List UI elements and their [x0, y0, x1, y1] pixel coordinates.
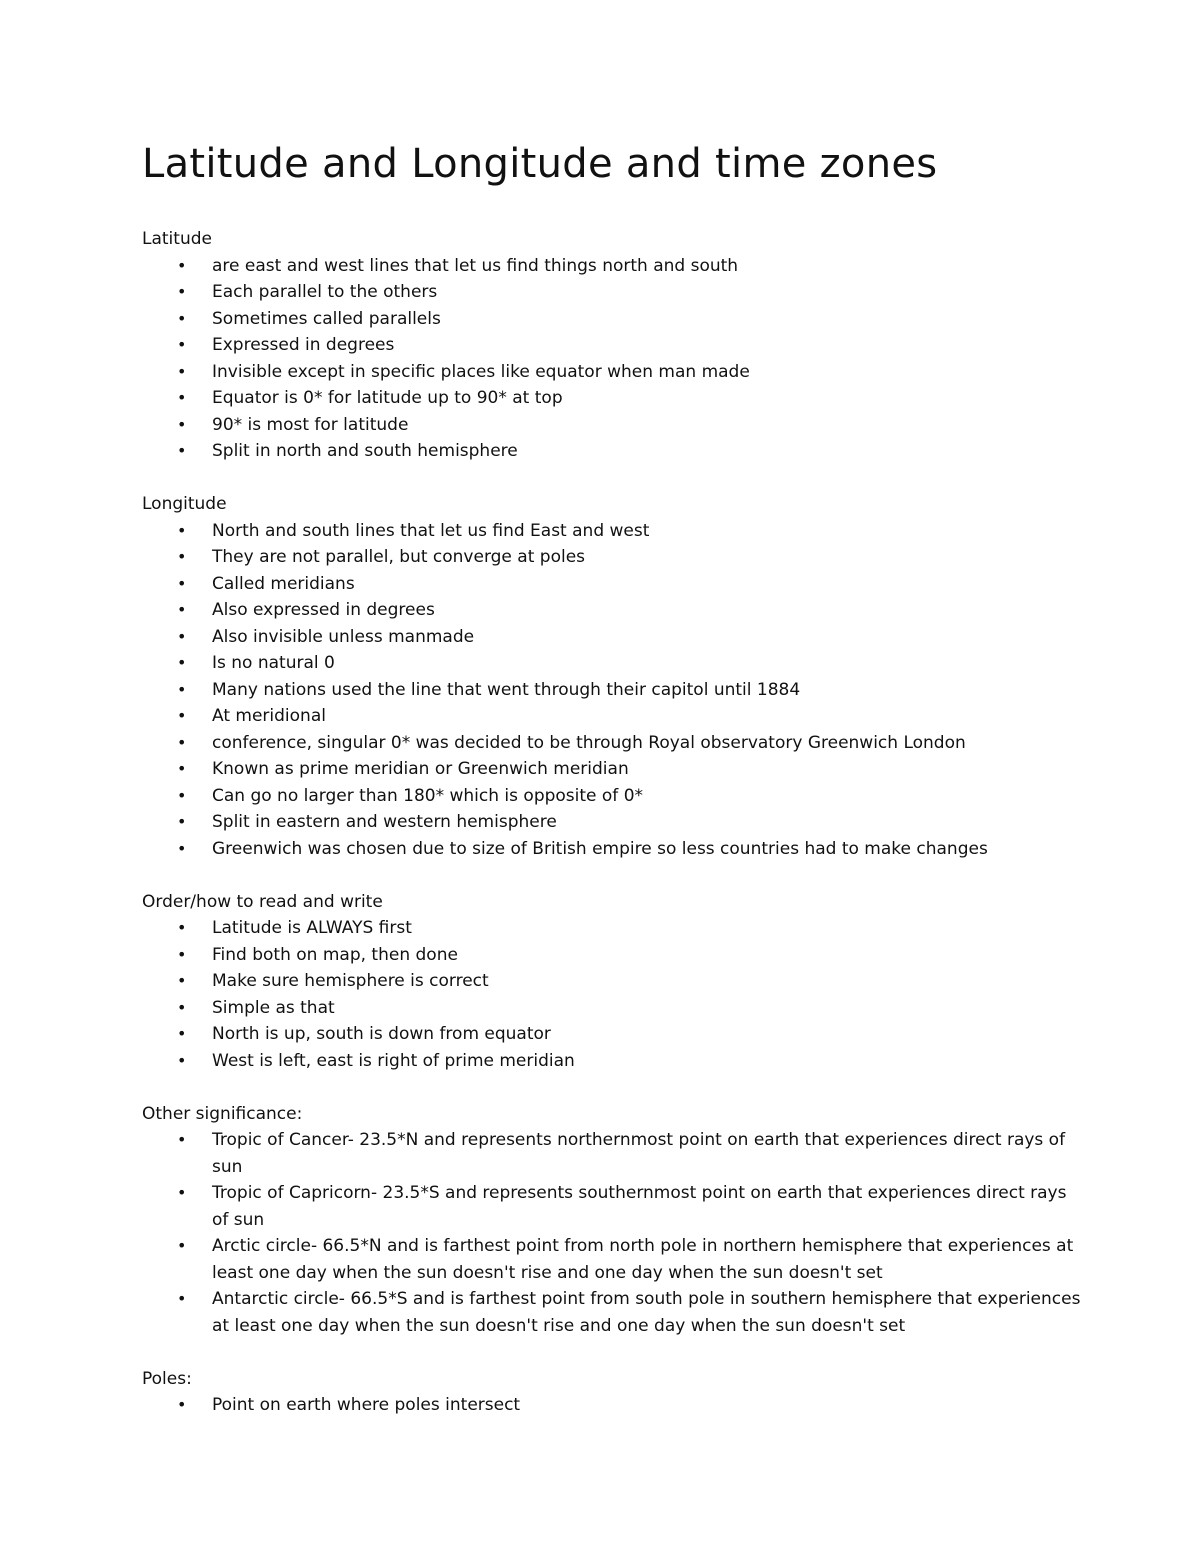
bullet-icon: •	[177, 282, 187, 301]
list-item	[142, 438, 1082, 465]
bullet-icon: •	[177, 785, 187, 805]
list-item	[142, 597, 1082, 624]
section-heading: Poles:	[142, 1368, 192, 1389]
list-item-text: Simple as that	[212, 997, 335, 1018]
bullet-list	[142, 1127, 1082, 1339]
list-item	[142, 412, 1082, 439]
list-item-text: Known as prime meridian or Greenwich meridian	[212, 759, 629, 779]
list-item-text: Point on earth where poles intersect	[212, 1395, 521, 1415]
bullet-icon: •	[177, 1236, 187, 1255]
list-item	[142, 518, 1082, 545]
bullet-icon: •	[177, 308, 187, 328]
list-item-text: Find both on map, then done	[212, 944, 458, 965]
list-item-text: Arctic circle- 66.5*N and is farthest point from north pole in northern hemisphere that experiences at least one day when the sun doesn't rise and one day when the sun doesn't set	[212, 1236, 1074, 1283]
bullet-icon: •	[177, 812, 187, 831]
section-heading: Order/how to read and write	[142, 891, 383, 912]
list-item	[142, 1286, 1082, 1339]
list-item-text: They are not parallel, but converge at poles	[212, 547, 586, 567]
list-item	[142, 332, 1082, 359]
list-item	[142, 1021, 1082, 1048]
bullet-list	[142, 518, 1082, 863]
list-item-text: Is no natural 0	[212, 653, 335, 673]
list-item	[142, 942, 1082, 969]
list-item-text: conference, singular 0* was decided to be through Royal observatory Greenwich London	[212, 732, 966, 753]
list-item	[142, 756, 1082, 783]
list-item	[142, 1180, 1082, 1233]
bullet-icon: •	[177, 520, 187, 540]
list-item	[142, 385, 1082, 412]
bullet-list	[142, 915, 1082, 1074]
bullet-icon: •	[177, 1130, 187, 1149]
list-item-text: Called meridians	[212, 573, 355, 594]
bullet-icon: •	[177, 1395, 187, 1414]
bullet-icon: •	[177, 944, 187, 964]
section-latitude	[142, 226, 1082, 465]
bullet-icon: •	[177, 1024, 187, 1043]
bullet-icon: •	[177, 1289, 187, 1308]
bullet-list	[142, 1392, 1082, 1419]
section-poles	[142, 1366, 1082, 1419]
list-item-text: 90* is most for latitude	[212, 414, 409, 435]
bullet-icon: •	[177, 1183, 187, 1202]
list-item-text: Make sure hemisphere is correct	[212, 971, 489, 991]
bullet-icon: •	[177, 653, 187, 672]
list-item	[142, 995, 1082, 1022]
list-item-text: Tropic of Capricorn- 23.5*S and represents southernmost point on earth that experiences direct rays of sun	[212, 1183, 1067, 1230]
list-item-text: Tropic of Cancer- 23.5*N and represents northernmost point on earth that experiences direct rays of sun	[212, 1130, 1066, 1177]
bullet-icon: •	[177, 600, 187, 619]
bullet-icon: •	[177, 997, 187, 1017]
bullet-icon: •	[177, 679, 187, 699]
list-item	[142, 1127, 1082, 1180]
bullet-icon: •	[177, 706, 187, 725]
section-heading: Longitude	[142, 494, 227, 514]
bullet-icon: •	[177, 361, 187, 381]
list-item	[142, 915, 1082, 942]
list-item	[142, 306, 1082, 333]
list-item	[142, 650, 1082, 677]
bullet-icon: •	[177, 573, 187, 593]
list-item-text: Can go no larger than 180* which is opposite of 0*	[212, 785, 644, 806]
section-longitude	[142, 491, 1082, 862]
list-item-text: North is up, south is down from equator	[212, 1024, 551, 1044]
section-heading: Other significance:	[142, 1103, 303, 1124]
list-item	[142, 677, 1082, 704]
list-item	[142, 703, 1082, 730]
list-item-text: Split in north and south hemisphere	[212, 441, 518, 461]
list-item	[142, 783, 1082, 810]
bullet-icon: •	[177, 1050, 187, 1070]
bullet-icon: •	[177, 414, 187, 434]
document-page	[142, 138, 1082, 1445]
list-item-text: Also invisible unless manmade	[212, 626, 475, 647]
bullet-icon: •	[177, 918, 187, 937]
page-title: Latitude and Longitude and time zones	[142, 141, 938, 187]
list-item-text: Also expressed in degrees	[212, 600, 435, 620]
bullet-icon: •	[177, 335, 187, 354]
bullet-icon: •	[177, 759, 187, 778]
list-item	[142, 1233, 1082, 1286]
section-heading: Latitude	[142, 229, 212, 249]
section-other-significance	[142, 1101, 1082, 1340]
list-item-text: are east and west lines that let us find things north and south	[212, 255, 739, 276]
list-item	[142, 1048, 1082, 1075]
list-item-text: Sometimes called parallels	[212, 308, 441, 329]
list-item	[142, 730, 1082, 757]
bullet-list	[142, 253, 1082, 465]
list-item	[142, 1392, 1082, 1419]
list-item-text: Greenwich was chosen due to size of British empire so less countries had to make changes	[212, 838, 988, 859]
list-item-text: Expressed in degrees	[212, 335, 395, 355]
list-item-text: At meridional	[212, 706, 326, 726]
list-item	[142, 571, 1082, 598]
bullet-icon: •	[177, 838, 187, 858]
bullet-icon: •	[177, 441, 187, 460]
list-item	[142, 968, 1082, 995]
list-item-text: Invisible except in specific places like equator when man made	[212, 361, 750, 382]
list-item-text: Antarctic circle- 66.5*S and is farthest point from south pole in southern hemisphere that experiences at least one day when the sun doesn't rise and one day when the sun doesn't set	[212, 1289, 1081, 1336]
section-order-how-to-read-and-write	[142, 889, 1082, 1075]
list-item-text: Split in eastern and western hemisphere	[212, 812, 557, 832]
list-item	[142, 624, 1082, 651]
list-item-text: West is left, east is right of prime meridian	[212, 1050, 575, 1071]
list-item	[142, 279, 1082, 306]
list-item-text: Each parallel to the others	[212, 282, 438, 302]
bullet-icon: •	[177, 971, 187, 990]
list-item	[142, 359, 1082, 386]
bullet-icon: •	[177, 388, 187, 407]
list-item	[142, 836, 1082, 863]
list-item-text: Many nations used the line that went through their capitol until 1884	[212, 679, 801, 700]
bullet-icon: •	[177, 255, 187, 275]
list-item-text: Latitude is ALWAYS first	[212, 918, 412, 938]
bullet-icon: •	[177, 626, 187, 646]
list-item	[142, 253, 1082, 280]
list-item	[142, 809, 1082, 836]
list-item	[142, 544, 1082, 571]
list-item-text: North and south lines that let us find East and west	[212, 520, 650, 541]
bullet-icon: •	[177, 547, 187, 566]
list-item-text: Equator is 0* for latitude up to 90* at top	[212, 388, 563, 408]
bullet-icon: •	[177, 732, 187, 752]
document-body	[142, 226, 1082, 1419]
